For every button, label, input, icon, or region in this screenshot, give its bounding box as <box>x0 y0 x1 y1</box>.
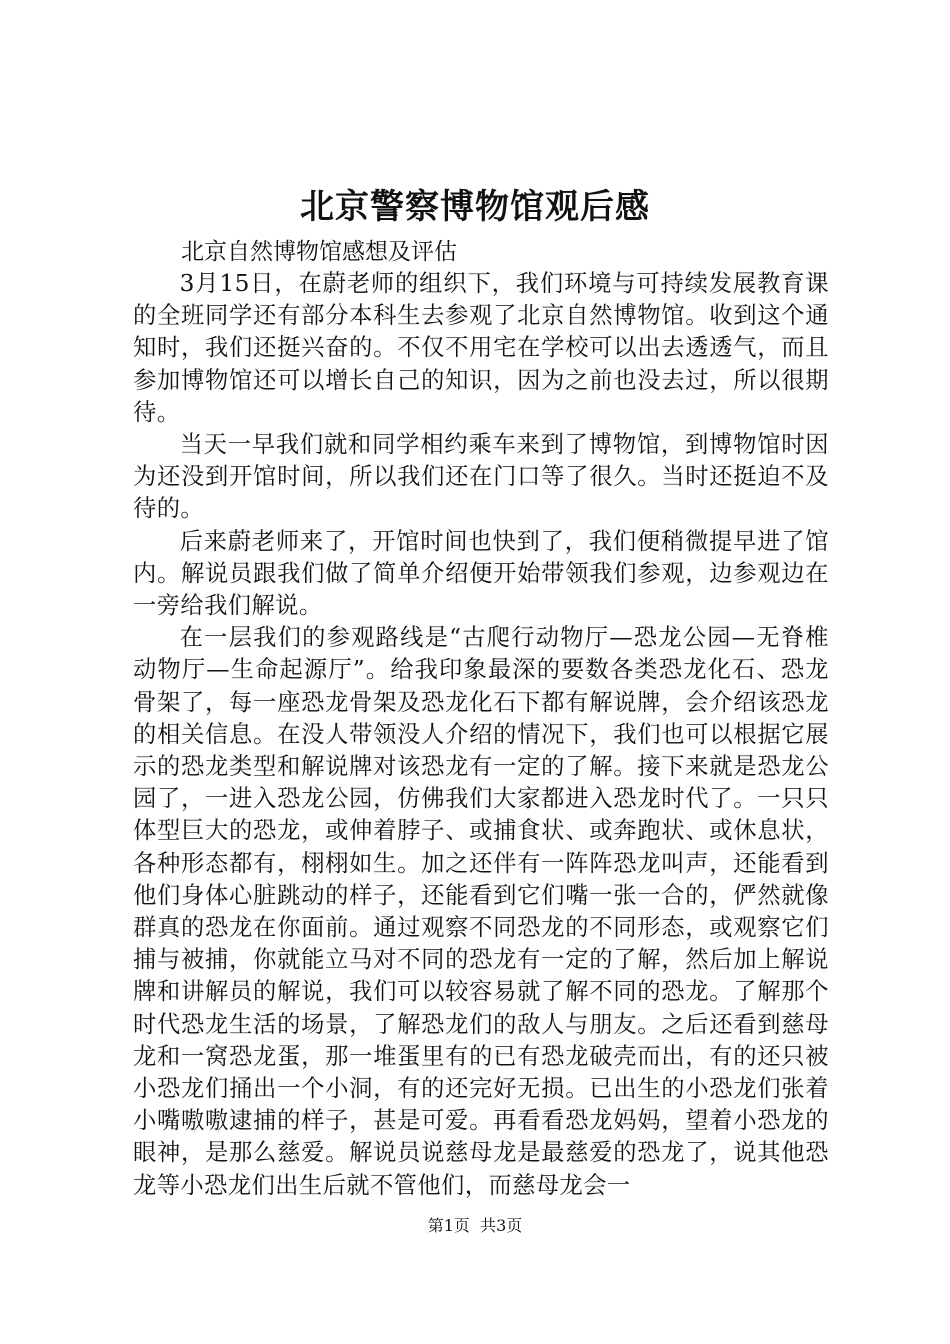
page-footer: 第1页 共3页 <box>427 1216 523 1235</box>
paragraph: 当天一早我们就和同学相约乘车来到了博物馆，到博物馆时因为还没到开馆时间，所以我们还在门口等了很久。当时还挺迫不及待的。 <box>133 431 829 523</box>
document-body <box>133 236 829 1202</box>
paragraph: 在一层我们的参观路线是“古爬行动物厅—恐龙公园—无脊椎动物厅—生命起源厅”。给我印象最深的要数各类恐龙化石、恐龙骨架了，每一座恐龙骨架及恐龙化石下都有解说牌，会介绍该恐龙的相关信息。在没人带领没人介绍的情况下，我们也可以根据它展示的恐龙类型和解说牌对该恐龙有一定的了解。接下来就是恐龙公园了，一进入恐龙公园，仿佛我们大家都进入恐龙时代了。一只只体型巨大的恐龙，或伸着脖子、或捕食状、或奔跑状、或休息状，各种形态都有，栩栩如生。加之还伴有一阵阵恐龙叫声，还能看到他们身体心脏跳动的样子，还能看到它们嘴一张一合的，俨然就像群真的恐龙在你面前。通过观察不同恐龙的不同形态，或观察它们捕与被捕，你就能立马对不同的恐龙有一定的了解，然后加上解说牌和讲解员的解说，我们可以较容易就了解不同的恐龙。了解那个时代恐龙生活的场景，了解恐龙们的敌人与朋友。之后还看到慈母龙和一窝恐龙蛋，那一堆蛋里有的已有恐龙破壳而出，有的还只被小恐龙们捅出一个小洞，有的还完好无损。已出生的小恐龙们张着小嘴嗷嗷逮捕的样子，甚是可爱。再看看恐龙妈妈，望着小恐龙的眼神，是那么慈爱。解说员说慈母龙是最慈爱的恐龙了，说其他恐龙等小恐龙们出生后就不管他们，而慈母龙会一 <box>133 624 829 1199</box>
paragraph: 后来蔚老师来了，开馆时间也快到了，我们便稍微提早进了馆内。解说员跟我们做了简单介绍便开始带领我们参观，边参观边在一旁给我们解说。 <box>133 527 829 620</box>
document-subtitle: 北京自然博物馆感想及评估 <box>181 239 457 265</box>
paragraph: 3月15日，在蔚老师的组织下，我们环境与可持续发展教育课的全班同学还有部分本科生去参观了北京自然博物馆。收到这个通知时，我们还挺兴奋的。不仅不用宅在学校可以出去透透气，而且参加博物馆还可以增长自己的知识，因为之前也没去过，所以很期待。 <box>133 270 829 426</box>
document-title: 北京警察博物馆观后感 <box>300 187 650 227</box>
